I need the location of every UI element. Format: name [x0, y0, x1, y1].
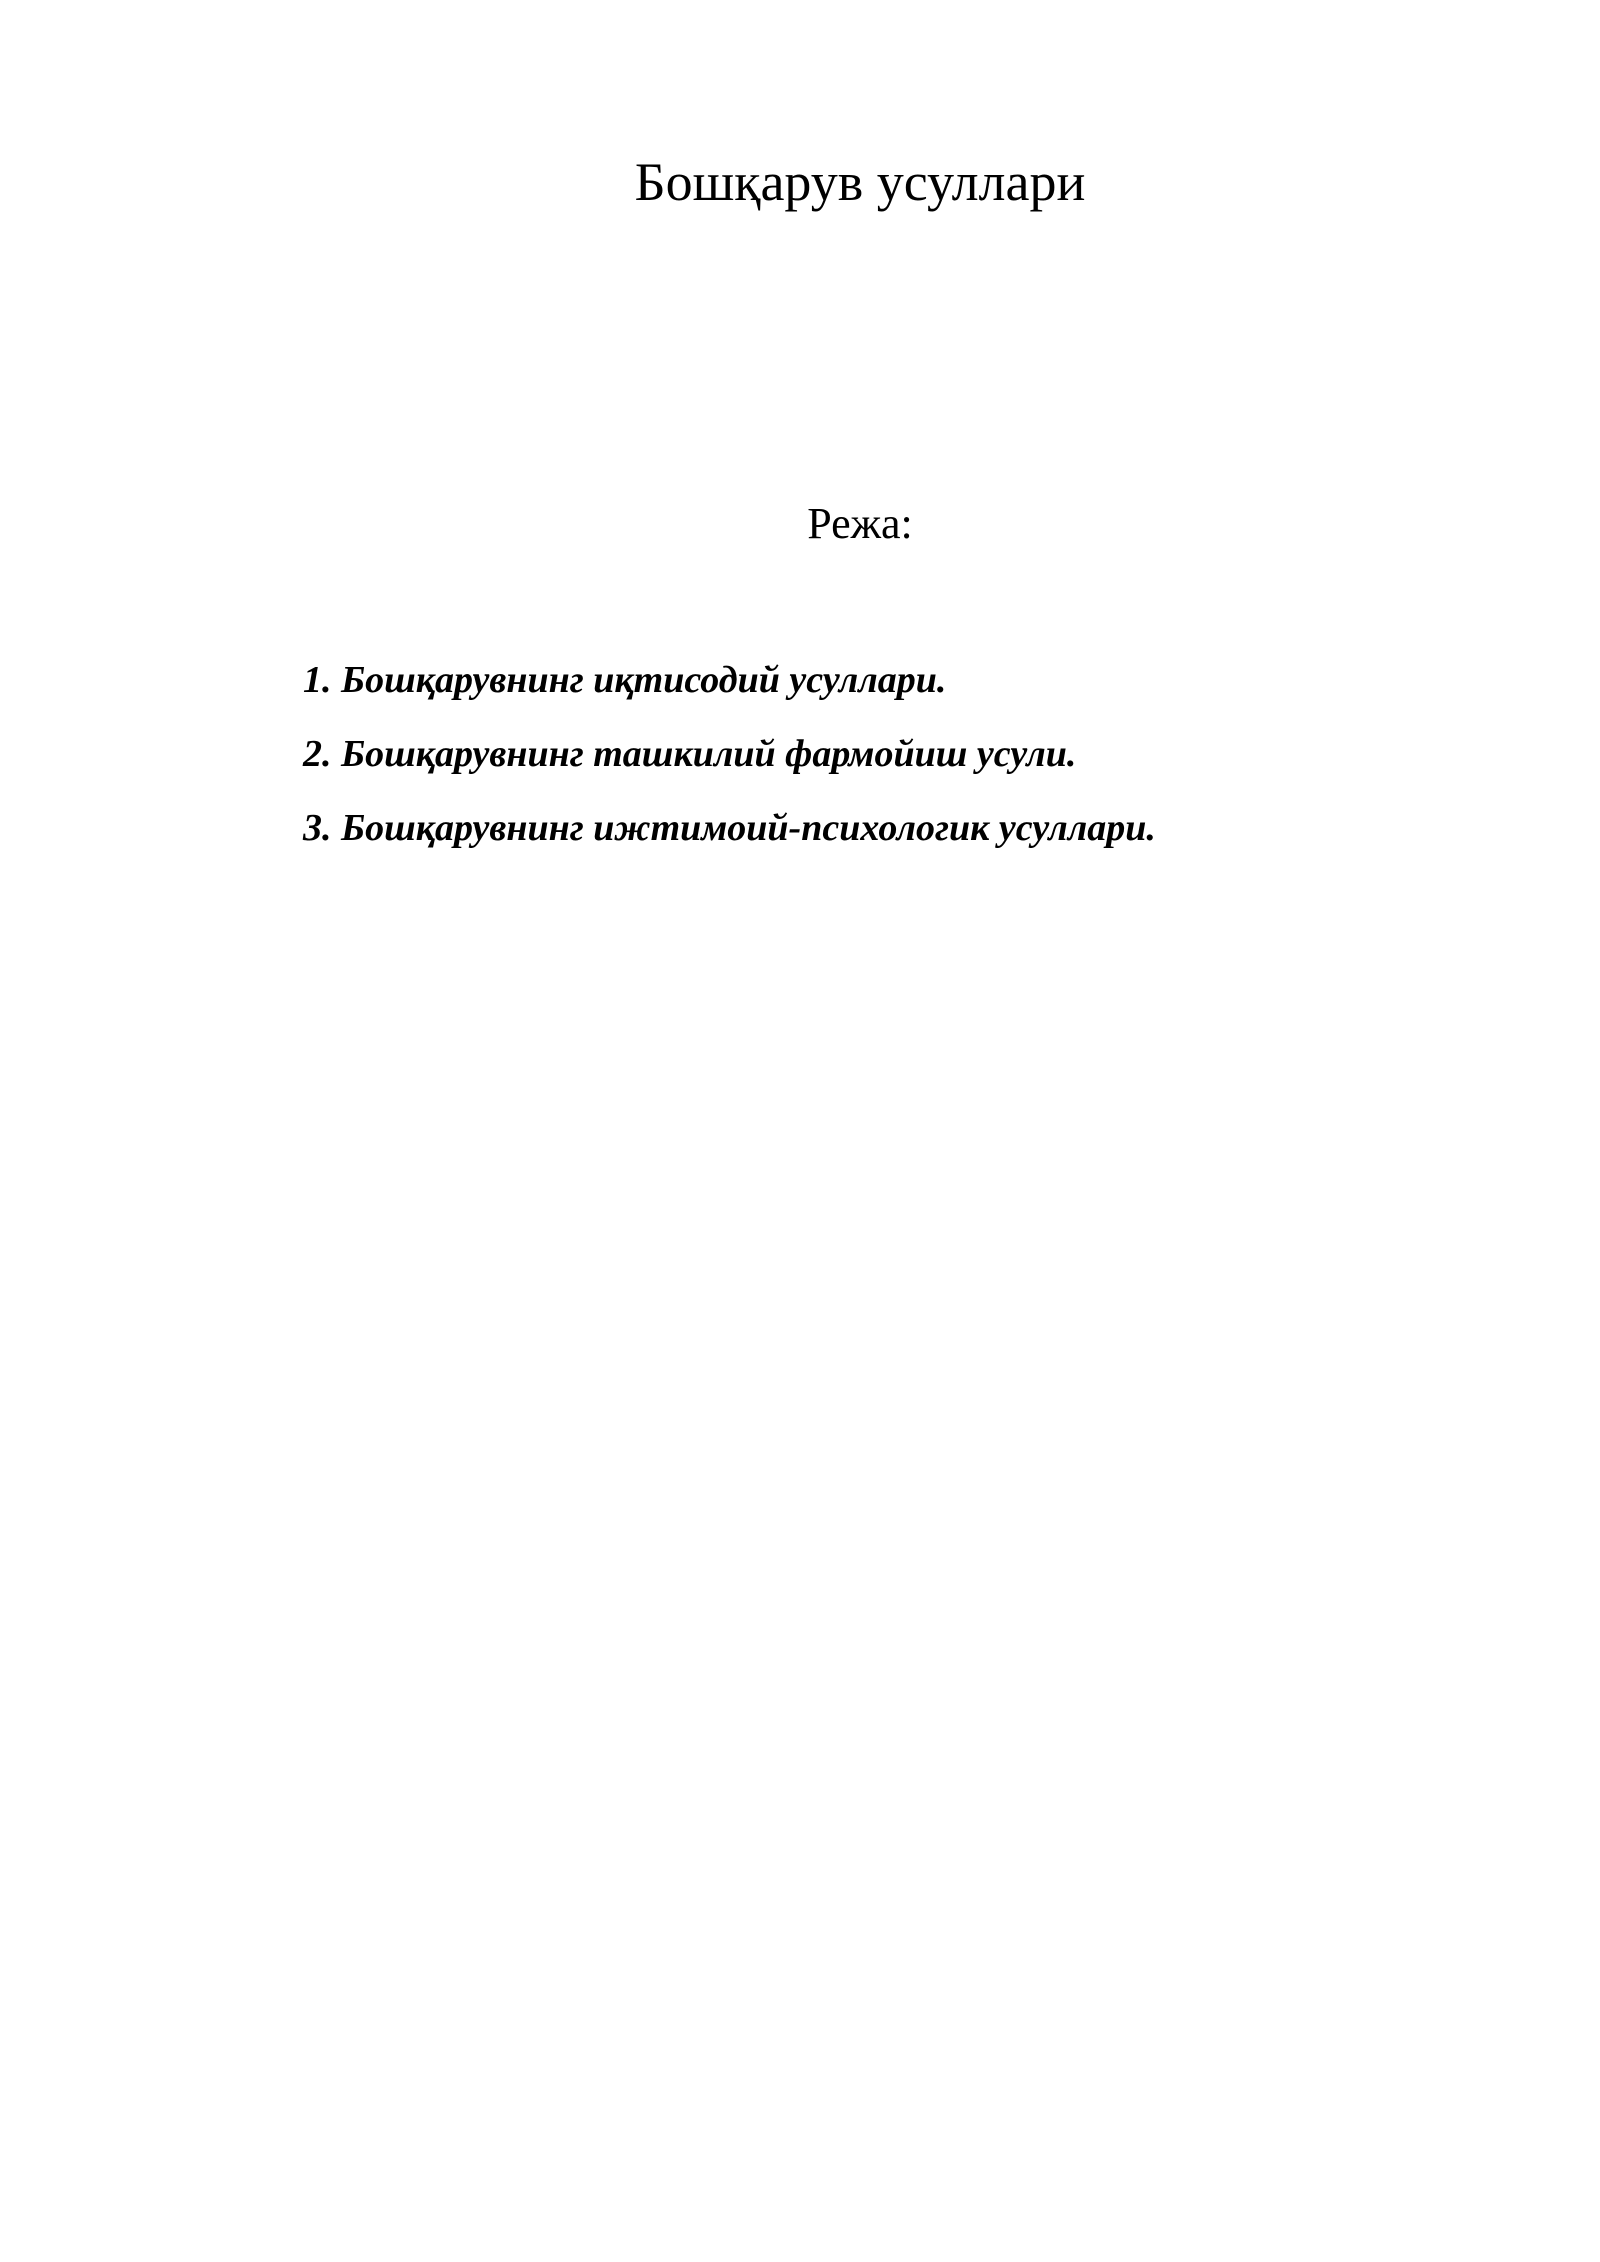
plan-list: [303, 658, 1156, 880]
document-title: Бошқарув усуллари: [634, 152, 1086, 212]
plan-item: 2. Бошқарувнинг ташкилий фармойиш усули.: [303, 733, 1077, 775]
plan-item: 3. Бошқарувнинг ижтимоий-психологик усуллари.: [303, 807, 1156, 849]
plan-heading: Режа:: [807, 499, 913, 548]
plan-item: 1. Бошқарувнинг иқтисодий усуллари.: [303, 659, 947, 701]
